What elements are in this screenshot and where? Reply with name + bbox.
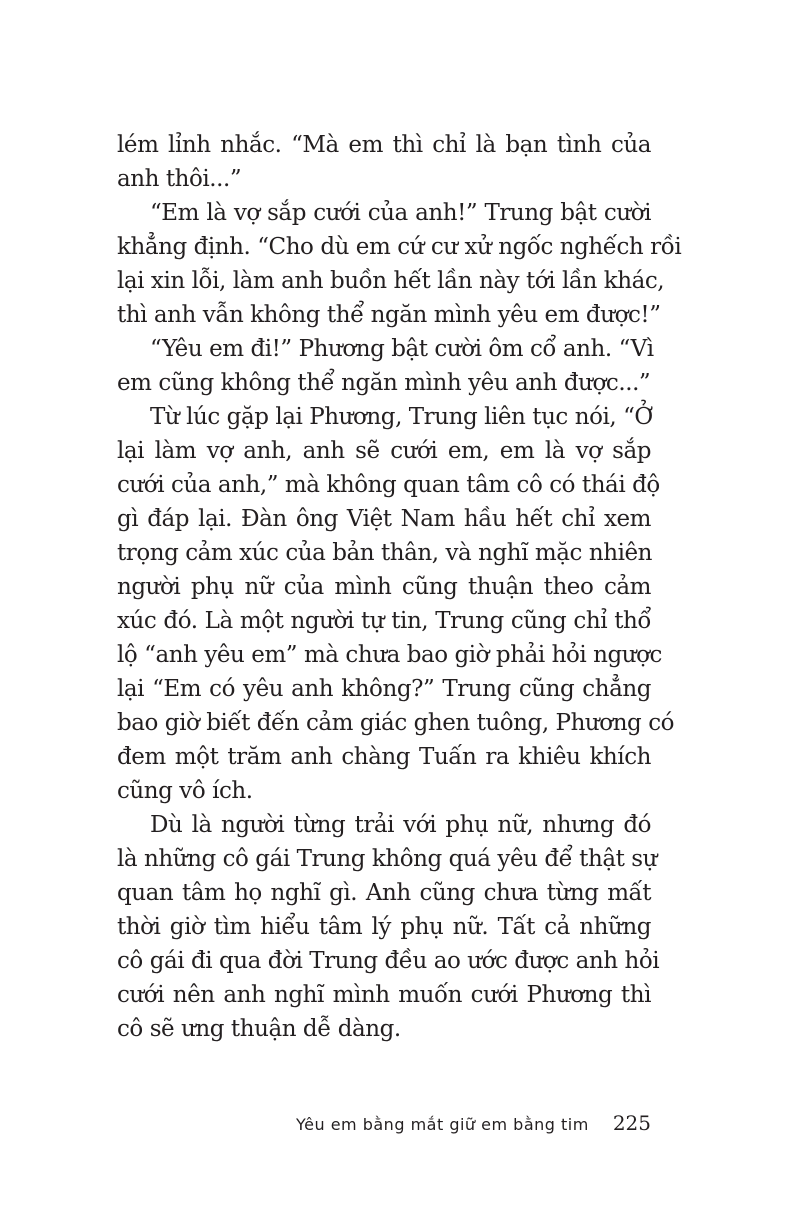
text-line: thời giờ tìm hiểu tâm lý phụ nữ. Tất cả những bbox=[117, 914, 651, 940]
text-line: người phụ nữ của mình cũng thuận theo cảm bbox=[117, 574, 651, 600]
text-line: quan tâm họ nghĩ gì. Anh cũng chưa từng mất bbox=[117, 880, 651, 906]
text-line: gì đáp lại. Đàn ông Việt Nam hầu hết chỉ xem bbox=[117, 506, 651, 532]
text-line: cô gái đi qua đời Trung đều ao ước được anh hỏi bbox=[117, 948, 660, 974]
text-line: Từ lúc gặp lại Phương, Trung liên tục nói, “Ở bbox=[150, 404, 653, 430]
text-line: cô sẽ ưng thuận dễ dàng. bbox=[117, 1016, 401, 1042]
running-title: Yêu em bằng mắt giữ em bằng tim bbox=[295, 1115, 589, 1134]
text-line: lại làm vợ anh, anh sẽ cưới em, em là vợ sắp bbox=[117, 438, 651, 464]
text-line: bao giờ biết đến cảm giác ghen tuông, Phương có bbox=[117, 710, 675, 736]
text-line: cưới của anh,” mà không quan tâm cô có thái độ bbox=[117, 472, 660, 498]
text-line: xúc đó. Là một người tự tin, Trung cũng chỉ thổ bbox=[117, 608, 651, 634]
text-line: Dù là người từng trải với phụ nữ, nhưng đó bbox=[150, 812, 651, 838]
text-line: lém lỉnh nhắc. “Mà em thì chỉ là bạn tình của bbox=[117, 132, 651, 158]
page-number: 225 bbox=[612, 1111, 651, 1135]
text-line: trọng cảm xúc của bản thân, và nghĩ mặc nhiên bbox=[117, 540, 653, 566]
text-line: đem một trăm anh chàng Tuấn ra khiêu khích bbox=[117, 744, 651, 770]
page-footer bbox=[0, 1108, 651, 1138]
text-line: “Yêu em đi!” Phương bật cười ôm cổ anh. “Vì bbox=[150, 336, 654, 362]
text-line: lại xin lỗi, làm anh buồn hết lần này tới lần khác, bbox=[117, 268, 665, 294]
text-line: anh thôi...” bbox=[117, 166, 242, 192]
text-line: thì anh vẫn không thể ngăn mình yêu em được!” bbox=[117, 302, 661, 328]
text-line: cũng vô ích. bbox=[117, 778, 253, 804]
text-line: lộ “anh yêu em” mà chưa bao giờ phải hỏi ngược bbox=[117, 642, 662, 668]
text-line: “Em là vợ sắp cưới của anh!” Trung bật cười bbox=[150, 200, 651, 226]
text-line: là những cô gái Trung không quá yêu để thật sự bbox=[117, 846, 657, 872]
text-line: khẳng định. “Cho dù em cứ cư xử ngốc nghếch rồi bbox=[117, 234, 682, 260]
body-text bbox=[117, 128, 682, 1046]
text-line: em cũng không thể ngăn mình yêu anh được...” bbox=[117, 370, 651, 396]
text-line: cưới nên anh nghĩ mình muốn cưới Phương thì bbox=[117, 982, 651, 1008]
text-line: lại “Em có yêu anh không?” Trung cũng chẳng bbox=[117, 676, 651, 702]
